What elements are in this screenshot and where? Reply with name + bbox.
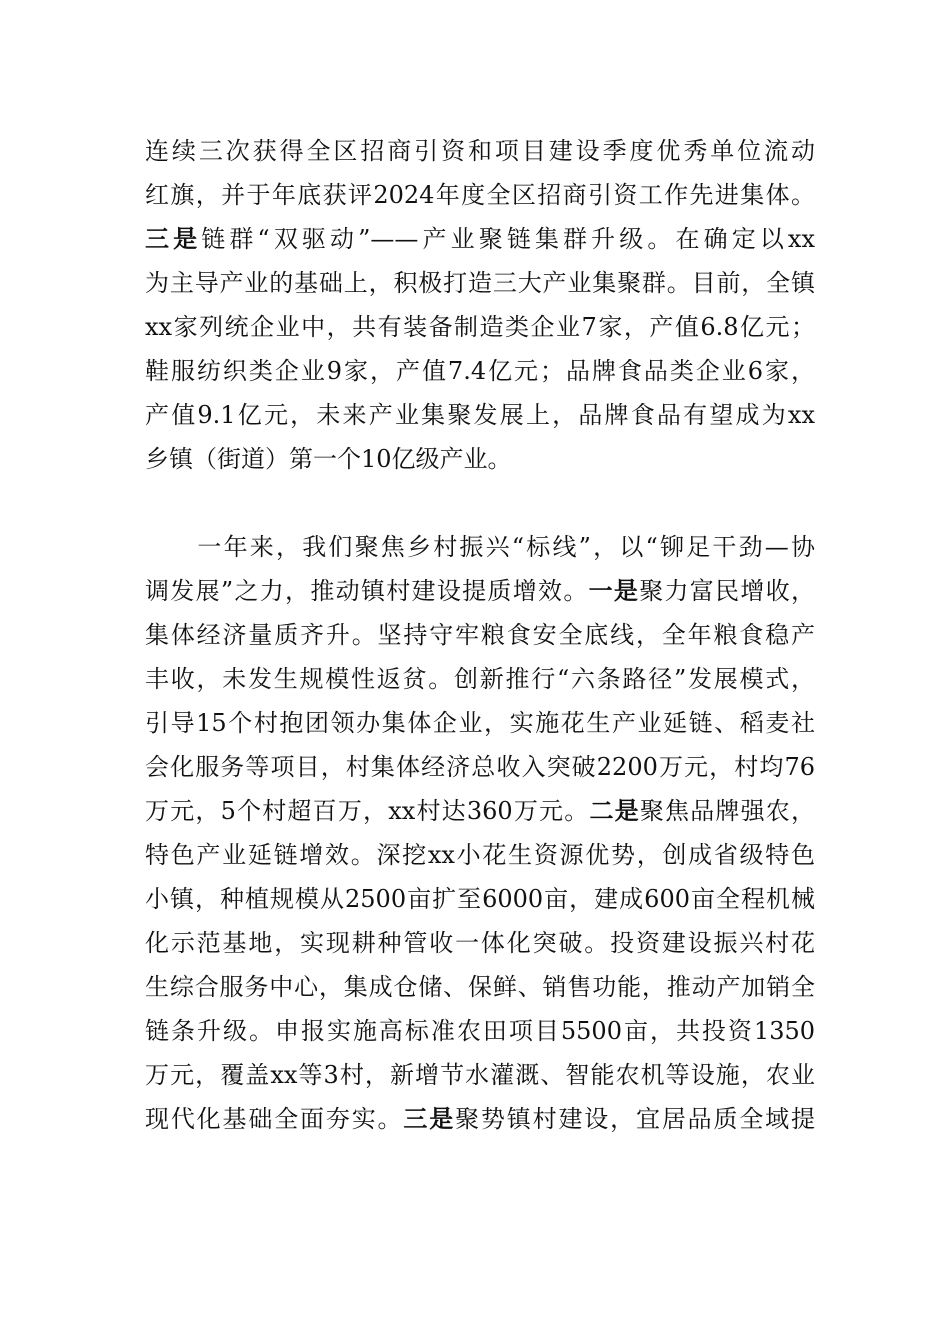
text-line: 万元，5个村超百万，xx村达360万元。二是聚焦品牌强农， xyxy=(145,796,816,825)
text-line: 特色产业延链增效。深挖xx小花生资源优势，创成省级特色 xyxy=(145,841,815,869)
text-line: 一年来，我们聚焦乡村振兴“标线”，以“铆足干劲—协 xyxy=(145,533,815,561)
bold-lead: 三是 xyxy=(403,1104,456,1133)
paragraph-2 xyxy=(145,525,815,1141)
text-line: 引导15个村抱团领办集体企业，实施花生产业延链、稻麦社 xyxy=(145,709,815,737)
text-line: 乡镇（街道）第一个10亿级产业。 xyxy=(145,445,512,473)
bold-lead: 三是 xyxy=(145,224,202,253)
text-line: 小镇，种植规模从2500亩扩至6000亩，建成600亩全程机械 xyxy=(145,885,815,913)
text-line: 集体经济量质齐升。坚持守牢粮食安全底线，全年粮食稳产 xyxy=(145,621,815,649)
text-line: 生综合服务中心，集成仓储、保鲜、销售功能，推动产加销全 xyxy=(145,973,815,1001)
text-line: xx家列统企业中，共有装备制造类企业7家，产值6.8亿元； xyxy=(145,313,815,341)
text-line: 会化服务等项目，村集体经济总收入突破2200万元，村均76 xyxy=(145,753,815,781)
text-line: 三是链群“双驱动”——产业聚链集群升级。在确定以xx xyxy=(145,224,816,253)
text-line: 连续三次获得全区招商引资和项目建设季度优秀单位流动 xyxy=(145,137,815,165)
text-line: 鞋服纺织类企业9家，产值7.4亿元；品牌食品类企业6家， xyxy=(145,357,815,385)
text-line: 丰收，未发生规模性返贫。创新推行“六条路径”发展模式， xyxy=(145,665,815,693)
text-line: 链条升级。申报实施高标准农田项目5500亩，共投资1350 xyxy=(145,1017,815,1045)
text-line: 化示范基地，实现耕种管收一体化突破。投资建设振兴村花 xyxy=(145,929,815,957)
text-line: 现代化基础全面夯实。三是聚势镇村建设，宜居品质全域提 xyxy=(145,1104,816,1133)
text-line: 调发展”之力，推动镇村建设提质增效。一是聚力富民增收， xyxy=(145,576,815,605)
text-line: 产值9.1亿元，未来产业集聚发展上，品牌食品有望成为xx xyxy=(145,401,815,429)
paragraph-1 xyxy=(145,129,815,481)
text-line: 万元，覆盖xx等3村，新增节水灌溉、智能农机等设施，农业 xyxy=(145,1061,815,1089)
bold-lead: 一是 xyxy=(588,576,640,605)
text-line: 为主导产业的基础上，积极打造三大产业集聚群。目前，全镇 xyxy=(145,269,815,297)
text-line: 红旗，并于年底获评2024年度全区招商引资工作先进集体。 xyxy=(145,181,815,209)
bold-lead: 二是 xyxy=(589,796,640,825)
